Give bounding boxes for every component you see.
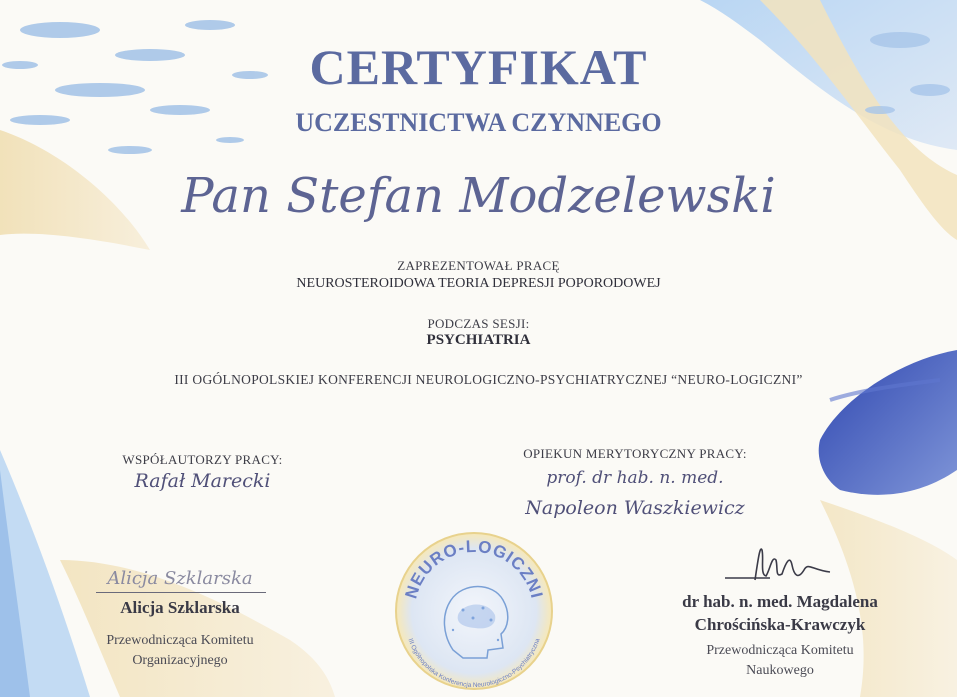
left-signature-line	[96, 592, 266, 594]
left-signatory-role-2: Organizacyjnego	[132, 653, 228, 668]
presented-label: ZAPREZENTOWAŁ PRACĘ	[397, 258, 560, 273]
right-signatory-role-2: Naukowego	[746, 663, 814, 678]
right-signatory-name-1: dr hab. n. med. Magdalena	[682, 592, 878, 611]
certificate-subtitle: UCZESTNICTWA CZYNNEGO	[295, 108, 662, 137]
right-signatory-name-2: Chrościńska-Krawczyk	[694, 615, 866, 634]
supervisor-label: OPIEKUN MERYTORYCZNY PRACY:	[523, 446, 747, 461]
session-label: PODCZAS SESJI:	[427, 316, 530, 331]
supervisor-title: prof. dr hab. n. med.	[546, 468, 724, 488]
coauthors-names: Rafał Marecki	[134, 470, 271, 492]
left-signatory-role-1: Przewodnicząca Komitetu	[106, 633, 254, 648]
supervisor-name: Napoleon Waszkiewicz	[525, 497, 745, 519]
logo-title-path: NEURO-LOGICZNI	[401, 536, 547, 601]
conference-name: III OGÓLNOPOLSKIEJ KONFERENCJI NEUROLOGICZNO-PSYCHIATRYCZNEJ “NEURO-LOGICZNI”	[174, 372, 803, 387]
certificate-title: CERTYFIKAT	[309, 39, 648, 95]
coauthors-label: WSPÓŁAUTORZY PRACY:	[122, 452, 283, 467]
work-title: NEUROSTEROIDOWA TEORIA DEPRESJI POPORODOWEJ	[296, 276, 661, 291]
right-signature-scribble	[720, 540, 840, 590]
right-signatory-role-1: Przewodnicząca Komitetu	[706, 643, 854, 658]
left-signature-scribble: Alicja Szklarska	[107, 568, 253, 589]
conference-logo	[393, 530, 555, 692]
logo-ring-path: III Ogólnopolska Konferencja Neurologiczno-Psychiatryczna	[406, 637, 542, 690]
logo-emblem	[393, 530, 555, 692]
recipient-name: Pan Stefan Modzelewski	[181, 168, 776, 224]
left-signatory-name: Alicja Szklarska	[120, 598, 240, 617]
session-name: PSYCHIATRIA	[426, 332, 531, 348]
